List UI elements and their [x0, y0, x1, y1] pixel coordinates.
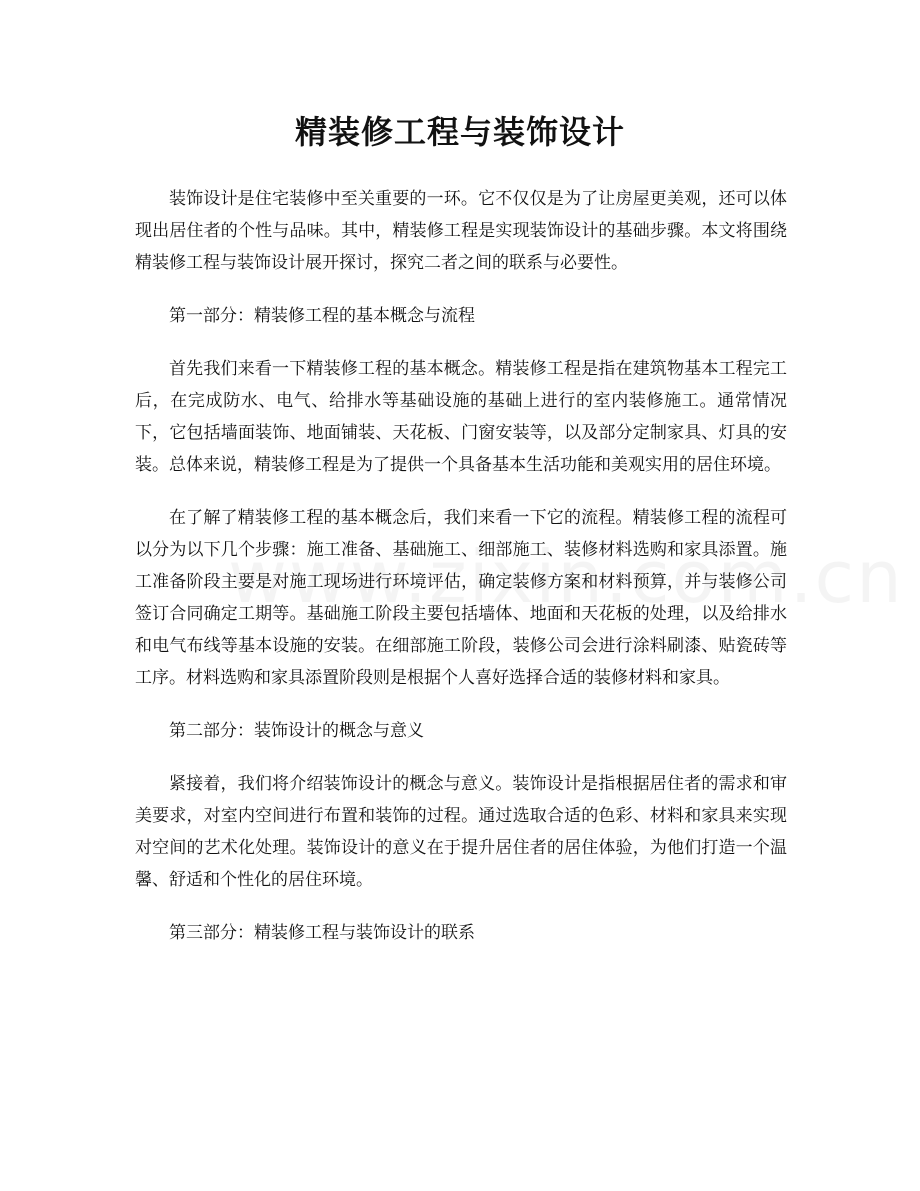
- paragraph-concept: 首先我们来看一下精装修工程的基本概念。精装修工程是指在建筑物基本工程完工后，在完成防水、电气、给排水等基础设施的基础上进行的室内装修施工。通常情况下，它包括墙面装饰、地面铺装、天花板、门窗安装等，以及部分定制家具、灯具的安装。总体来说，精装修工程是为了提供一个具备基本生活功能和美观实用的居住环境。: [135, 359, 787, 475]
- document-body: [135, 183, 787, 970]
- paragraph-design: 紧接着，我们将介绍装饰设计的概念与意义。装饰设计是指根据居住者的需求和审美要求，对室内空间进行布置和装饰的过程。通过选取合适的色彩、材料和家具来实现对空间的艺术化处理。装饰设计的意义在于提升居住者的居住体验，为他们打造一个温馨、舒适和个性化的居住环境。: [135, 774, 787, 890]
- paragraph-intro: 装饰设计是住宅装修中至关重要的一环。它不仅仅是为了让房屋更美观，还可以体现出居住者的个性与品味。其中，精装修工程是实现装饰设计的基础步骤。本文将围绕精装修工程与装饰设计展开探讨，探究二者之间的联系与必要性。: [135, 189, 787, 273]
- page-title: 精装修工程与装饰设计: [294, 113, 625, 151]
- section-heading-1: 第一部分：精装修工程的基本概念与流程: [169, 306, 475, 326]
- paragraph-process: 在了解了精装修工程的基本概念后，我们来看一下它的流程。精装修工程的流程可以分为以下几个步骤：施工准备、基础施工、细部施工、装修材料选购和家具添置。施工准备阶段主要是对施工现场进行环境评估，确定装修方案和材料预算，并与装修公司签订合同确定工期等。基础施工阶段主要包括墙体、地面和天花板的处理，以及给排水和电气布线等基本设施的安装。在细部施工阶段，装修公司会进行涂料刷漆、贴瓷砖等工序。材料选购和家具添置阶段则是根据个人喜好选择合适的装修材料和家具。: [135, 508, 787, 688]
- section-heading-2: 第二部分：装饰设计的概念与意义: [169, 721, 424, 741]
- section-heading-3: 第三部分：精装修工程与装饰设计的联系: [169, 923, 475, 943]
